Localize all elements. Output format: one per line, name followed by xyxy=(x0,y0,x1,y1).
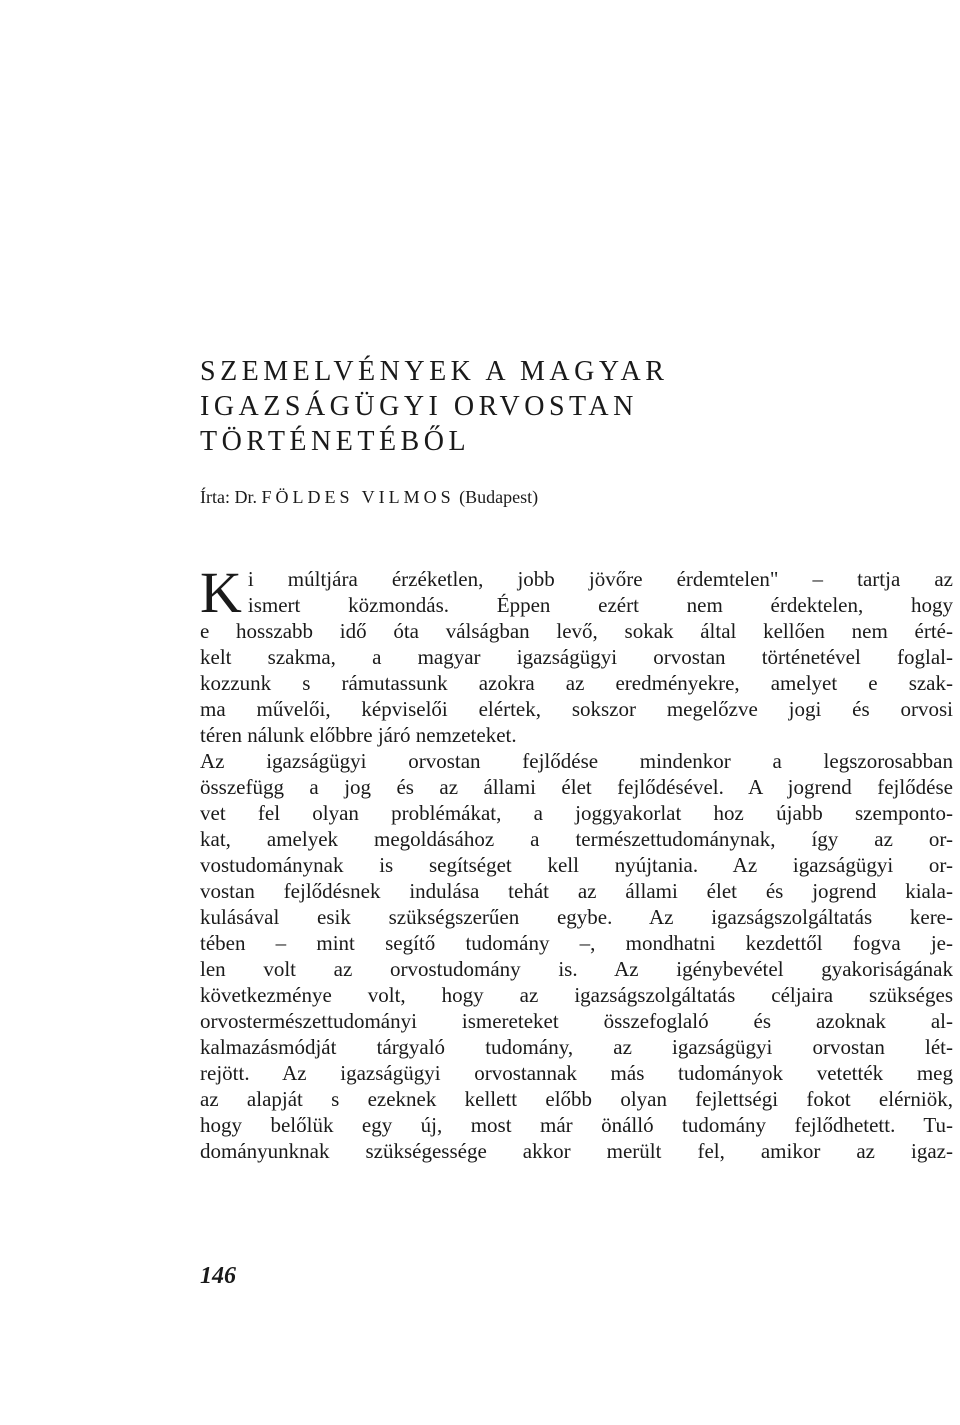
text-line: összefügg a jog és az állami élet fejlődésével. A jogrend fejlődése xyxy=(200,775,953,799)
title-line: TÖRTÉNETÉBŐL xyxy=(200,426,471,457)
author-name: FÖLDES VILMOS xyxy=(261,487,455,507)
text-line: kulásával esik szükségszerűen egybe. Az igazságszolgáltatás kere- xyxy=(200,905,953,929)
article-title xyxy=(200,354,668,459)
text-line: e hosszabb idő óta válságban levő, sokak által kellően nem érté- xyxy=(200,619,953,643)
text-line: hogy belőlük egy új, most már önálló tudomány fejlődhetett. Tu- xyxy=(200,1113,953,1137)
text-line: az alapját s ezeknek kellett előbb olyan fejlettségi fokot elérniök, xyxy=(200,1087,953,1111)
text-line: kat, amelyek megoldásához a természettudománynak, így az or- xyxy=(200,827,953,851)
text-line: len volt az orvostudomány is. Az igénybevétel gyakoriságának xyxy=(200,957,953,981)
byline-prefix: Írta: Dr. xyxy=(200,487,257,507)
text-line: vet fel olyan problémákat, a joggyakorlat hoz újabb szempontо- xyxy=(200,801,953,825)
page-number: 146 xyxy=(200,1263,236,1289)
text-line: kozzunk s rámutassunk azokra az eredményekre, amelyet e szak- xyxy=(200,671,953,695)
text-line: i múltjára érzéketlen, jobb jövőre érdemtelen" – tartja az xyxy=(247,567,953,591)
title-line: IGAZSÁGÜGYI ORVOSTAN xyxy=(200,391,638,422)
text-line: vostudománynak is segítséget kell nyújtania. Az igazságügyi or- xyxy=(200,853,953,877)
text-line: tében – mint segítő tudomány –, mondhatni kezdettől fogva je- xyxy=(200,931,953,955)
text-line: ma művelői, képviselői elértek, sokszor megelőzve jogi és orvosi xyxy=(200,697,953,721)
article-body xyxy=(200,560,953,1164)
title-line: SZEMELVÉNYEK A MAGYAR xyxy=(200,356,669,387)
drop-cap: K xyxy=(200,560,242,625)
author-place: (Budapest) xyxy=(459,487,539,507)
text-line: vostan fejlődésnek indulása tehát az állami élet és jogrend kiala- xyxy=(200,879,953,903)
text-line: dományunknak szükségessége akkor merült fel, amikor az igaz- xyxy=(200,1139,953,1163)
text-line: Az igazságügyi orvostan fejlődése mindenkor a legszorosabban xyxy=(200,749,953,773)
body-lines xyxy=(200,618,953,1164)
text-line: téren nálunk előbbre járó nemzeteket. xyxy=(200,723,517,747)
byline xyxy=(200,487,538,508)
text-line: ismert közmondás. Éppen ezért nem érdektelen, hogy xyxy=(247,593,953,617)
text-line: orvostermészettudományi ismereteket összefoglaló és azoknak al- xyxy=(200,1009,953,1033)
text-line: kalmazásmódját tárgyaló tudomány, az igazságügyi orvostan lét- xyxy=(200,1035,953,1059)
text-line: következménye volt, hogy az igazságszolgáltatás céljaira szükséges xyxy=(200,983,953,1007)
opening-paragraph-start xyxy=(200,560,953,625)
text-line: rejött. Az igazságügyi orvostannak más tudományok vetették meg xyxy=(200,1061,953,1085)
text-line: kelt szakma, a magyar igazságügyi orvostan történetével foglal- xyxy=(200,645,953,669)
